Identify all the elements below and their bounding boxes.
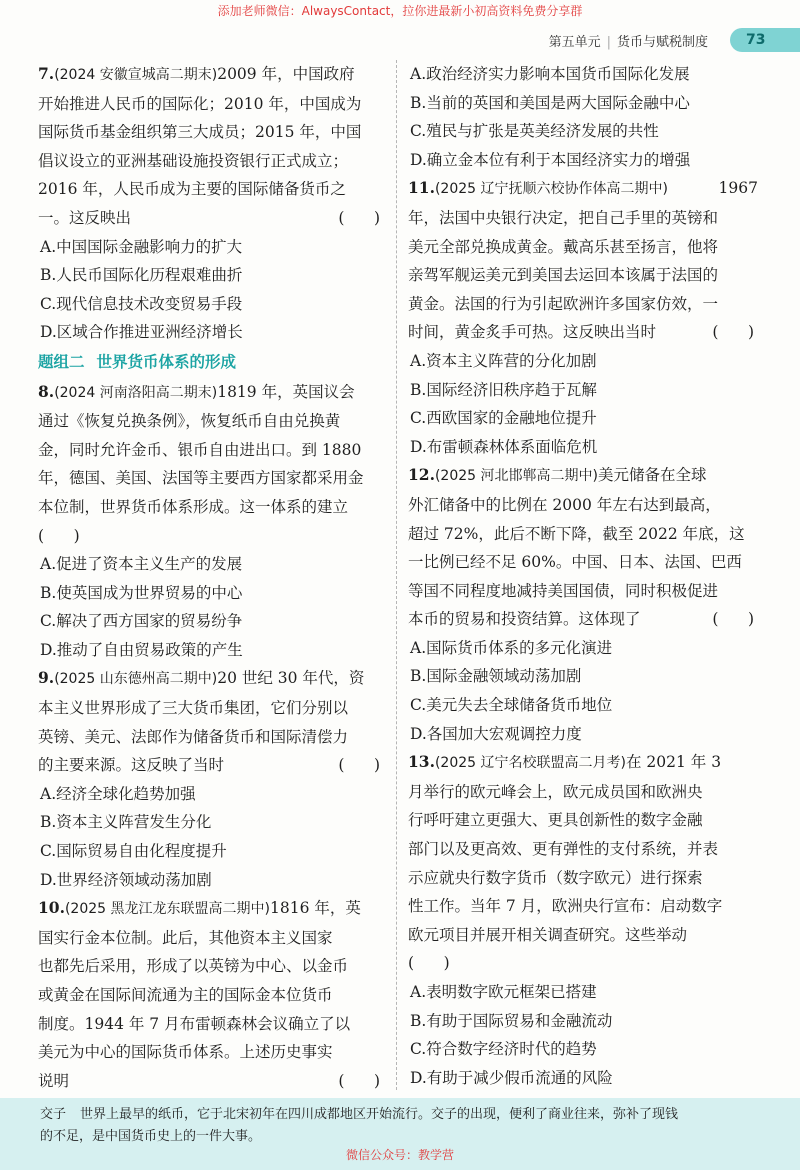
option-a[interactable]: A.促进了资本主义生产的发展	[40, 555, 243, 574]
footnote-text-1: 世界上最早的纸币，它于北宋初年在四川成都地区开始流行。交子的出现，便利了商业往来，弥补了现钱	[80, 1107, 679, 1122]
answer-blank[interactable]: ( )	[338, 208, 380, 227]
option-d[interactable]: D.有助于减少假币流通的风险	[410, 1068, 613, 1087]
unit-label: 第五单元 | 货币与赋税制度	[548, 35, 708, 50]
answer-blank[interactable]: ( )	[408, 954, 450, 973]
option-b[interactable]: B.资本主义阵营发生分化	[40, 813, 212, 832]
option-d[interactable]: D.布雷顿森林体系面临危机	[410, 437, 598, 456]
option-c[interactable]: C.现代信息技术改变贸易手段	[40, 294, 243, 313]
question-7: 7.(2024 安徽宣城高二期末)2009 年，中国政府 开始推进人民币的国际化；2010 年，中国成为 国际货币基金组织第三大成员；2015 年，中国 倡议设立的亚洲基础设施投资银行正式成立； 2016 年，人民币成为主要的国际储备货币之 一。这反映出 ( ) A.中国国际金融影响力的扩大 B.人民币国际化历程艰难曲折 C.现代信息技术改变贸易手段 D.区域合作推进亚洲经济增长	[38, 60, 384, 347]
question-source: (2025 辽宁抚顺六校协作体高二期中)	[434, 181, 668, 198]
option-d[interactable]: D.确立金本位有利于本国经济实力的增强	[410, 150, 691, 169]
option-c[interactable]: C.殖民与扩张是英美经济发展的共性	[410, 122, 659, 141]
footnote-term: 交子	[40, 1107, 67, 1122]
question-source: (2025 黑龙江龙东联盟高二期中)	[64, 901, 270, 918]
question-source: (2024 安徽宣城高二期末)	[54, 67, 218, 83]
option-b[interactable]: B.当前的英国和美国是两大国际金融中心	[410, 93, 690, 112]
question-source: (2025 河北邯郸高二期中)	[434, 468, 598, 485]
question-source: (2025 辽宁名校联盟高二月考)	[434, 755, 626, 772]
option-d[interactable]: D.推动了自由贸易政策的产生	[40, 640, 243, 659]
bottom-watermark-banner: 微信公众号：教学营	[345, 1148, 454, 1162]
option-b[interactable]: B.国际金融领域动荡加剧	[410, 667, 582, 686]
option-a[interactable]: A.中国国际金融影响力的扩大	[40, 237, 243, 256]
option-c[interactable]: C.符合数字经济时代的趋势	[410, 1040, 597, 1059]
question-9: 9.(2025 山东德州高二期中)20 世纪 30 年代，资 本主义世界形成了三大货币集团，它们分别以 英镑、美元、法郎作为储备货币和国际清偿力 的主要来源。这反映了当时 ( ) A.经济全球化趋势加强 B.资本主义阵营发生分化 C.国际贸易自由化程度提升 D.世界经济领域动荡加剧	[38, 664, 384, 894]
option-b[interactable]: B.国际经济旧秩序趋于瓦解	[410, 380, 597, 399]
option-a[interactable]: A.资本主义阵营的分化加剧	[410, 351, 597, 370]
option-a[interactable]: A.表明数字欧元框架已搭建	[410, 983, 597, 1001]
option-c[interactable]: C.美元失去全球储备货币地位	[410, 696, 613, 715]
option-a[interactable]: A.经济全球化趋势加强	[40, 784, 196, 803]
answer-blank[interactable]: ( )	[712, 610, 754, 629]
option-a[interactable]: A.国际货币体系的多元化演进	[410, 638, 613, 657]
answer-blank[interactable]: ( )	[38, 526, 80, 545]
question-12: 12.(2025 河北邯郸高二期中)美元储备在全球 外汇储备中的比例在 2000 年左右达到最高， 超过 72%，此后不断下降，截至 2022 年底，这 一比例已经不足 60%。中国、日本、法国、巴西 等国不同程度地减持美国国债，同时积极促进 本币的贸易和投资结算。这体现了 ( ) A.国际货币体系的多元化演进 B.国际金融领域动荡加剧 C.美元失去全球储备货币地位 D.各国加大宏观调控力度	[408, 461, 758, 748]
question-8: 8.(2024 河南洛阳高二期末)1819 年，英国议会 通过《恢复兑换条例》，恢复纸币自由兑换黄 金，同时允许金币、银币自由进出口。到 1880 年，德国、美国、法国等主要西方国家都采用金 本位制，世界货币体系形成。这一体系的建立 ( ) A.促进了资本主义生产的发展 B.使英国成为世界贸易的中心 C.解决了西方国家的贸易纷争 D.推动了自由贸易政策的产生	[38, 378, 384, 665]
option-d[interactable]: D.各国加大宏观调控力度	[410, 724, 582, 743]
right-column	[408, 60, 758, 1092]
option-b[interactable]: B.使英国成为世界贸易的中心	[40, 583, 243, 602]
top-watermark-banner: 添加老师微信：AlwaysContact，拉你进最新小初高资料免费分享群	[217, 4, 583, 18]
question-source: (2024 河南洛阳高二期末)	[54, 384, 218, 401]
question-11: 11.(2025 辽宁抚顺六校协作体高二期中) 1967 年，法国中央银行决定，把自己手里的英镑和 美元全部兑换成黄金。戴高乐甚至扬言，他将 亲驾军舰运美元到美国去运回本该属于法国的 黄金。法国的行为引起欧洲许多国家仿效，一 时间，黄金炙手可热。这反映出当时 ( ) A.资本主义阵营的分化加剧 B.国际经济旧秩序趋于瓦解 C.西欧国家的金融地位提升 D.布雷顿森林体系面临危机	[408, 174, 758, 461]
answer-blank[interactable]: ( )	[712, 323, 754, 342]
left-column	[38, 60, 384, 1095]
page-number: 73	[730, 28, 800, 52]
option-a[interactable]: A.政治经济实力影响本国货币国际化发展	[410, 65, 690, 83]
question-source: (2025 山东德州高二期中)	[54, 671, 218, 688]
option-d[interactable]: D.区域合作推进亚洲经济增长	[40, 323, 243, 342]
option-b[interactable]: B.人民币国际化历程艰难曲折	[40, 266, 243, 285]
option-d[interactable]: D.世界经济领域动荡加剧	[40, 870, 212, 889]
answer-blank[interactable]: ( )	[338, 756, 380, 775]
footnote-text-2: 的不足，是中国货币史上的一件大事。	[40, 1129, 262, 1144]
option-c[interactable]: C.国际贸易自由化程度提升	[40, 842, 227, 861]
section-title-group2: 题组二 世界货币体系的形成	[38, 352, 237, 371]
question-13: 13.(2025 辽宁名校联盟高二月考)在 2021 年 3 月举行的欧元峰会上，欧元成员国和欧洲央 行呼吁建立更强大、更具创新性的数字金融 部门以及更高效、更有弹性的支付系统，并表 示应就央行数字货币（数字欧元）进行探索 性工作。当年 7 月，欧洲央行宣布：启动数字 欧元项目并展开相关调查研究。这些举动 ( ) A.表明数字欧元框架已搭建 B.有助于国际贸易和金融流动 C.符合数字经济时代的趋势 D.有助于减少假币流通的风险	[408, 748, 758, 1092]
question-10: 10.(2025 黑龙江龙东联盟高二期中)1816 年，英 国实行金本位制。此后，其他资本主义国家 也都先后采用，形成了以英镑为中心、以金币 或黄金在国际间流通为主的国际金本位货币 制度。1944 年 7 月布雷顿森林会议确立了以 美元为中心的国际货币体系。上述历史事实 说明 ( )	[38, 894, 384, 1095]
unit-number: 第五单元	[548, 35, 601, 50]
unit-title: 货币与赋税制度	[616, 35, 708, 50]
page-header	[0, 28, 800, 52]
option-c[interactable]: C.解决了西方国家的贸易纷争	[40, 612, 243, 631]
option-c[interactable]: C.西欧国家的金融地位提升	[410, 409, 597, 428]
option-b[interactable]: B.有助于国际贸易和金融流动	[410, 1011, 613, 1030]
column-divider	[396, 60, 397, 1090]
answer-blank[interactable]: ( )	[338, 1071, 380, 1090]
question-10-options	[408, 60, 758, 174]
